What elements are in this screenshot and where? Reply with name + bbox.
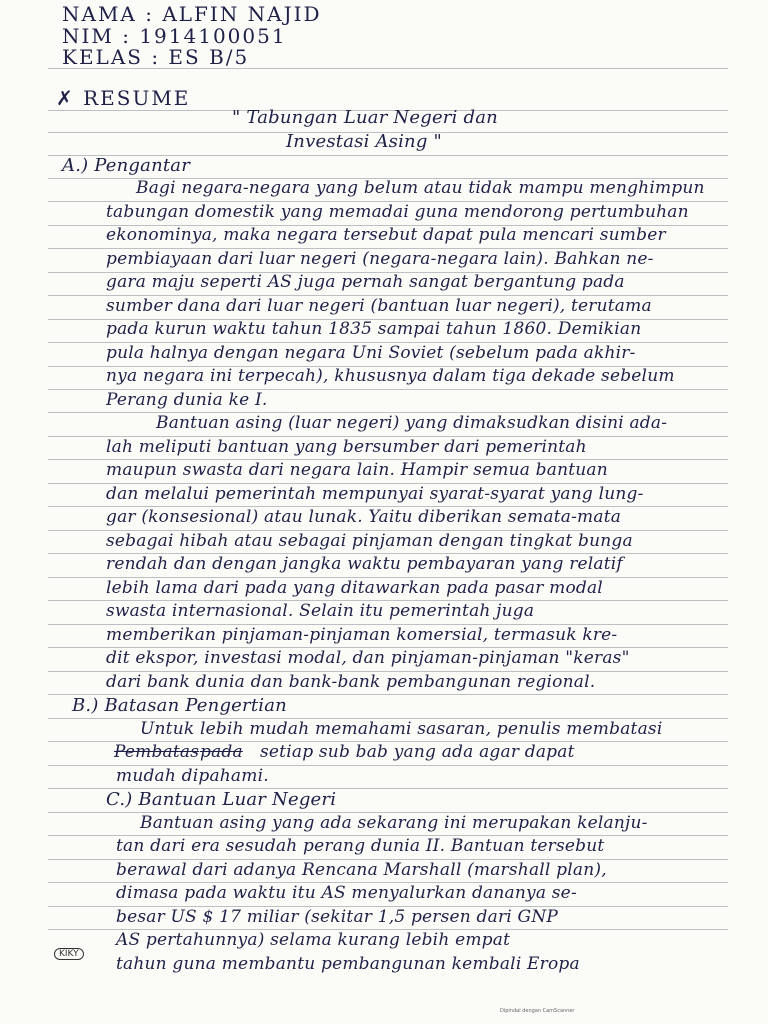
scanner-watermark: Dipindai dengan CamScanner (500, 1008, 575, 1014)
body-line: rendah dan dengan jangka waktu pembayaran yang relatif (106, 554, 623, 574)
body-line: dit ekspor, investasi modal, dan pinjaman-pinjaman "keras" (106, 648, 630, 668)
body-line: Bagi negara-negara yang belum atau tidak mampu menghimpun (136, 178, 705, 198)
body-line: dimasa pada waktu itu AS menyalurkan dananya se- (116, 883, 577, 903)
body-line: lebih lama dari pada yang ditawarkan pada pasar modal (106, 578, 603, 598)
title-line-1: " Tabungan Luar Negeri dan (232, 107, 498, 128)
body-line: AS pertahunnya) selama kurang lebih empat (116, 930, 511, 950)
student-nim: NIM : 1914100051 (62, 24, 287, 48)
body-line: pembiayaan dari luar negeri (negara-negara lain). Bahkan ne- (106, 249, 654, 269)
body-line: Untuk lebih mudah memahami sasaran, penulis membatasi (140, 719, 663, 739)
body-line: setiap sub bab yang ada agar dapat (260, 742, 575, 762)
body-line: dan melalui pemerintah mempunyai syarat-syarat yang lung- (106, 484, 644, 504)
body-line: memberikan pinjaman-pinjaman komersial, termasuk kre- (106, 625, 618, 645)
student-name: NAMA : ALFIN NAJID (62, 2, 322, 26)
section-heading: C.) Bantuan Luar Negeri (106, 789, 337, 810)
body-line: swasta internasional. Selain itu pemerintah juga (106, 601, 535, 621)
body-line: maupun swasta dari negara lain. Hampir semua bantuan (106, 460, 608, 480)
title-line-2: Investasi Asing " (286, 131, 442, 152)
resume-label: ✗ RESUME (56, 86, 191, 110)
body-line: tahun guna membantu pembangunan kembali Eropa (116, 954, 580, 974)
section-heading: A.) Pengantar (62, 155, 191, 176)
body-line: ekonominya, maka negara tersebut dapat pula mencari sumber (106, 225, 666, 245)
body-line: gar (konsesional) atau lunak. Yaitu diberikan semata-mata (106, 507, 622, 527)
body-line: berawal dari adanya Rencana Marshall (marshall plan), (116, 860, 607, 880)
body-line: gara maju seperti AS juga pernah sangat bergantung pada (106, 272, 625, 292)
body-line: Perang dunia ke I. (106, 390, 268, 410)
body-line: dari bank dunia dan bank-bank pembangunan regional. (106, 672, 596, 692)
body-line: besar US $ 17 miliar (sekitar 1,5 persen dari GNP (116, 907, 559, 927)
body-line: tabungan domestik yang memadai guna mendorong pertumbuhan (106, 202, 689, 222)
body-line: nya negara ini terpecah), khususnya dalam tiga dekade sebelum (106, 366, 675, 386)
student-class: KELAS : ES B/5 (62, 45, 250, 69)
struck-word: pada (200, 742, 243, 762)
body-line: sumber dana dari luar negeri (bantuan luar negeri), terutama (106, 296, 652, 316)
body-line: sebagai hibah atau sebagai pinjaman dengan tingkat bunga (106, 531, 633, 551)
body-line: pada kurun waktu tahun 1835 sampai tahun 1860. Demikian (106, 319, 642, 339)
body-line: Bantuan asing (luar negeri) yang dimaksudkan disini ada- (156, 413, 668, 433)
body-line: lah meliputi bantuan yang bersumber dari pemerintah (106, 437, 587, 457)
struck-word: Pembatas (114, 742, 200, 762)
section-heading: B.) Batasan Pengertian (72, 695, 287, 716)
body-line: mudah dipahami. (116, 766, 269, 786)
notebook-brand-mark: KIKY (54, 948, 84, 960)
body-line: tan dari era sesudah perang dunia II. Bantuan tersebut (116, 836, 605, 856)
body-line: Bantuan asing yang ada sekarang ini merupakan kelanju- (140, 813, 648, 833)
body-line: pula halnya dengan negara Uni Soviet (sebelum pada akhir- (106, 343, 636, 363)
